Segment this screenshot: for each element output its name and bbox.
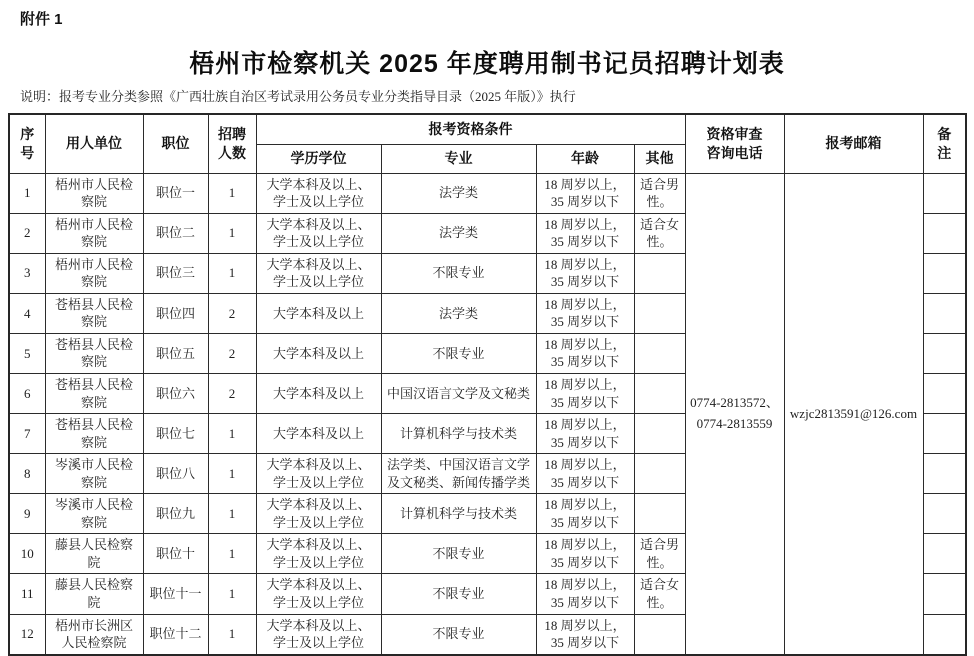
education-cell: 大学本科及以上、学士及以上学位 [256, 454, 381, 494]
unit-cell: 梧州市人民检察院 [45, 253, 143, 293]
count-cell: 2 [208, 373, 256, 413]
count-cell: 1 [208, 534, 256, 574]
age-cell: 18 周岁以上，35 周岁以下 [536, 414, 634, 454]
header-phone [685, 114, 784, 173]
note-line: 说明：报考专业分类参照《广西壮族自治区考试录用公务员专业分类指导目录（2025 年版）》执行 [20, 89, 576, 104]
other-cell [634, 293, 685, 333]
position-cell: 职位五 [143, 333, 208, 373]
position-cell: 职位六 [143, 373, 208, 413]
remark-cell [923, 534, 966, 574]
major-cell: 不限专业 [381, 253, 536, 293]
count-cell: 1 [208, 173, 256, 213]
major-cell: 法学类 [381, 173, 536, 213]
header-phone-label: 资格审查咨询电话 [706, 125, 763, 161]
contact-phone-cell [685, 173, 784, 655]
age-cell: 18 周岁以上，35 周岁以下 [536, 213, 634, 253]
age-cell: 18 周岁以上，35 周岁以下 [536, 253, 634, 293]
education-cell: 大学本科及以上 [256, 373, 381, 413]
major-cell: 法学类 [381, 213, 536, 253]
unit-cell: 苍梧县人民检察院 [45, 293, 143, 333]
phone-line-1: 0774-2813572、 [690, 394, 779, 410]
seq-cell: 2 [9, 213, 45, 253]
remark-cell [923, 293, 966, 333]
age-cell: 18 周岁以上，35 周岁以下 [536, 293, 634, 333]
seq-cell: 10 [9, 534, 45, 574]
remark-cell [923, 253, 966, 293]
seq-cell: 5 [9, 333, 45, 373]
seq-cell: 12 [9, 614, 45, 655]
seq-cell: 4 [9, 293, 45, 333]
education-cell: 大学本科及以上 [256, 414, 381, 454]
header-age: 年龄 [536, 144, 634, 173]
position-cell: 职位十一 [143, 574, 208, 614]
position-cell: 职位九 [143, 494, 208, 534]
table-row [9, 173, 966, 213]
age-cell: 18 周岁以上，35 周岁以下 [536, 373, 634, 413]
age-cell: 18 周岁以上，35 周岁以下 [536, 534, 634, 574]
other-cell [634, 614, 685, 655]
unit-cell: 苍梧县人民检察院 [45, 414, 143, 454]
education-cell: 大学本科及以上、学士及以上学位 [256, 574, 381, 614]
position-cell: 职位八 [143, 454, 208, 494]
age-cell: 18 周岁以上，35 周岁以下 [536, 574, 634, 614]
remark-cell [923, 213, 966, 253]
unit-cell: 苍梧县人民检察院 [45, 333, 143, 373]
other-cell: 适合男性。 [634, 534, 685, 574]
position-cell: 职位十二 [143, 614, 208, 655]
position-cell: 职位四 [143, 293, 208, 333]
major-cell: 不限专业 [381, 534, 536, 574]
remark-cell [923, 414, 966, 454]
remark-cell [923, 614, 966, 655]
other-cell [634, 333, 685, 373]
unit-cell: 藤县人民检察院 [45, 574, 143, 614]
count-cell: 1 [208, 494, 256, 534]
count-cell: 1 [208, 414, 256, 454]
header-qualification-group: 报考资格条件 [256, 114, 685, 144]
count-cell: 1 [208, 454, 256, 494]
header-education: 学历学位 [256, 144, 381, 173]
count-cell: 1 [208, 253, 256, 293]
age-cell: 18 周岁以上，35 周岁以下 [536, 614, 634, 655]
unit-cell: 梧州市人民检察院 [45, 213, 143, 253]
other-cell [634, 373, 685, 413]
age-cell: 18 周岁以上，35 周岁以下 [536, 494, 634, 534]
header-seq [9, 114, 45, 173]
major-cell: 不限专业 [381, 574, 536, 614]
other-cell [634, 253, 685, 293]
recruitment-plan-table [8, 113, 967, 656]
education-cell: 大学本科及以上、学士及以上学位 [256, 494, 381, 534]
major-cell: 计算机科学与技术类 [381, 414, 536, 454]
education-cell: 大学本科及以上、学士及以上学位 [256, 213, 381, 253]
remark-cell [923, 454, 966, 494]
education-cell: 大学本科及以上 [256, 333, 381, 373]
position-cell: 职位一 [143, 173, 208, 213]
header-major: 专业 [381, 144, 536, 173]
other-cell: 适合女性。 [634, 574, 685, 614]
seq-cell: 1 [9, 173, 45, 213]
count-cell: 2 [208, 333, 256, 373]
other-cell [634, 494, 685, 534]
header-headcount [208, 114, 256, 173]
attachment-label: 附件 1 [20, 11, 63, 28]
position-cell: 职位二 [143, 213, 208, 253]
header-other: 其他 [634, 144, 685, 173]
major-cell: 法学类、中国汉语言文学及文秘类、新闻传播学类 [381, 454, 536, 494]
header-seq-label: 序号 [20, 125, 35, 161]
header-unit: 用人单位 [45, 114, 143, 173]
major-cell: 不限专业 [381, 614, 536, 655]
education-cell: 大学本科及以上 [256, 293, 381, 333]
other-cell [634, 454, 685, 494]
unit-cell: 梧州市长洲区人民检察院 [45, 614, 143, 655]
major-cell: 计算机科学与技术类 [381, 494, 536, 534]
major-cell: 中国汉语言文学及文秘类 [381, 373, 536, 413]
other-cell: 适合女性。 [634, 213, 685, 253]
unit-cell: 苍梧县人民检察院 [45, 373, 143, 413]
count-cell: 1 [208, 574, 256, 614]
unit-cell: 岑溪市人民检察院 [45, 454, 143, 494]
header-position: 职位 [143, 114, 208, 173]
seq-cell: 8 [9, 454, 45, 494]
count-cell: 1 [208, 213, 256, 253]
other-cell [634, 414, 685, 454]
seq-cell: 7 [9, 414, 45, 454]
major-cell: 不限专业 [381, 333, 536, 373]
seq-cell: 3 [9, 253, 45, 293]
age-cell: 18 周岁以上，35 周岁以下 [536, 454, 634, 494]
seq-cell: 9 [9, 494, 45, 534]
header-email: 报考邮箱 [784, 114, 923, 173]
education-cell: 大学本科及以上、学士及以上学位 [256, 534, 381, 574]
page-title: 梧州市检察机关 2025 年度聘用制书记员招聘计划表 [189, 50, 785, 78]
unit-cell: 岑溪市人民检察院 [45, 494, 143, 534]
other-cell: 适合男性。 [634, 173, 685, 213]
age-cell: 18 周岁以上，35 周岁以下 [536, 173, 634, 213]
remark-cell [923, 333, 966, 373]
phone-line-2: 0774-2813559 [696, 415, 773, 431]
count-cell: 2 [208, 293, 256, 333]
seq-cell: 11 [9, 574, 45, 614]
major-cell: 法学类 [381, 293, 536, 333]
header-remark-label: 备注 [937, 125, 952, 161]
unit-cell: 藤县人民检察院 [45, 534, 143, 574]
age-cell: 18 周岁以上，35 周岁以下 [536, 333, 634, 373]
header-headcount-label: 招聘人数 [218, 125, 246, 161]
unit-cell: 梧州市人民检察院 [45, 173, 143, 213]
education-cell: 大学本科及以上、学士及以上学位 [256, 614, 381, 655]
contact-email-cell: wzjc2813591@126.com [784, 173, 923, 655]
header-remark [923, 114, 966, 173]
count-cell: 1 [208, 614, 256, 655]
remark-cell [923, 173, 966, 213]
education-cell: 大学本科及以上、学士及以上学位 [256, 253, 381, 293]
seq-cell: 6 [9, 373, 45, 413]
education-cell: 大学本科及以上、学士及以上学位 [256, 173, 381, 213]
position-cell: 职位七 [143, 414, 208, 454]
position-cell: 职位三 [143, 253, 208, 293]
remark-cell [923, 494, 966, 534]
position-cell: 职位十 [143, 534, 208, 574]
remark-cell [923, 373, 966, 413]
